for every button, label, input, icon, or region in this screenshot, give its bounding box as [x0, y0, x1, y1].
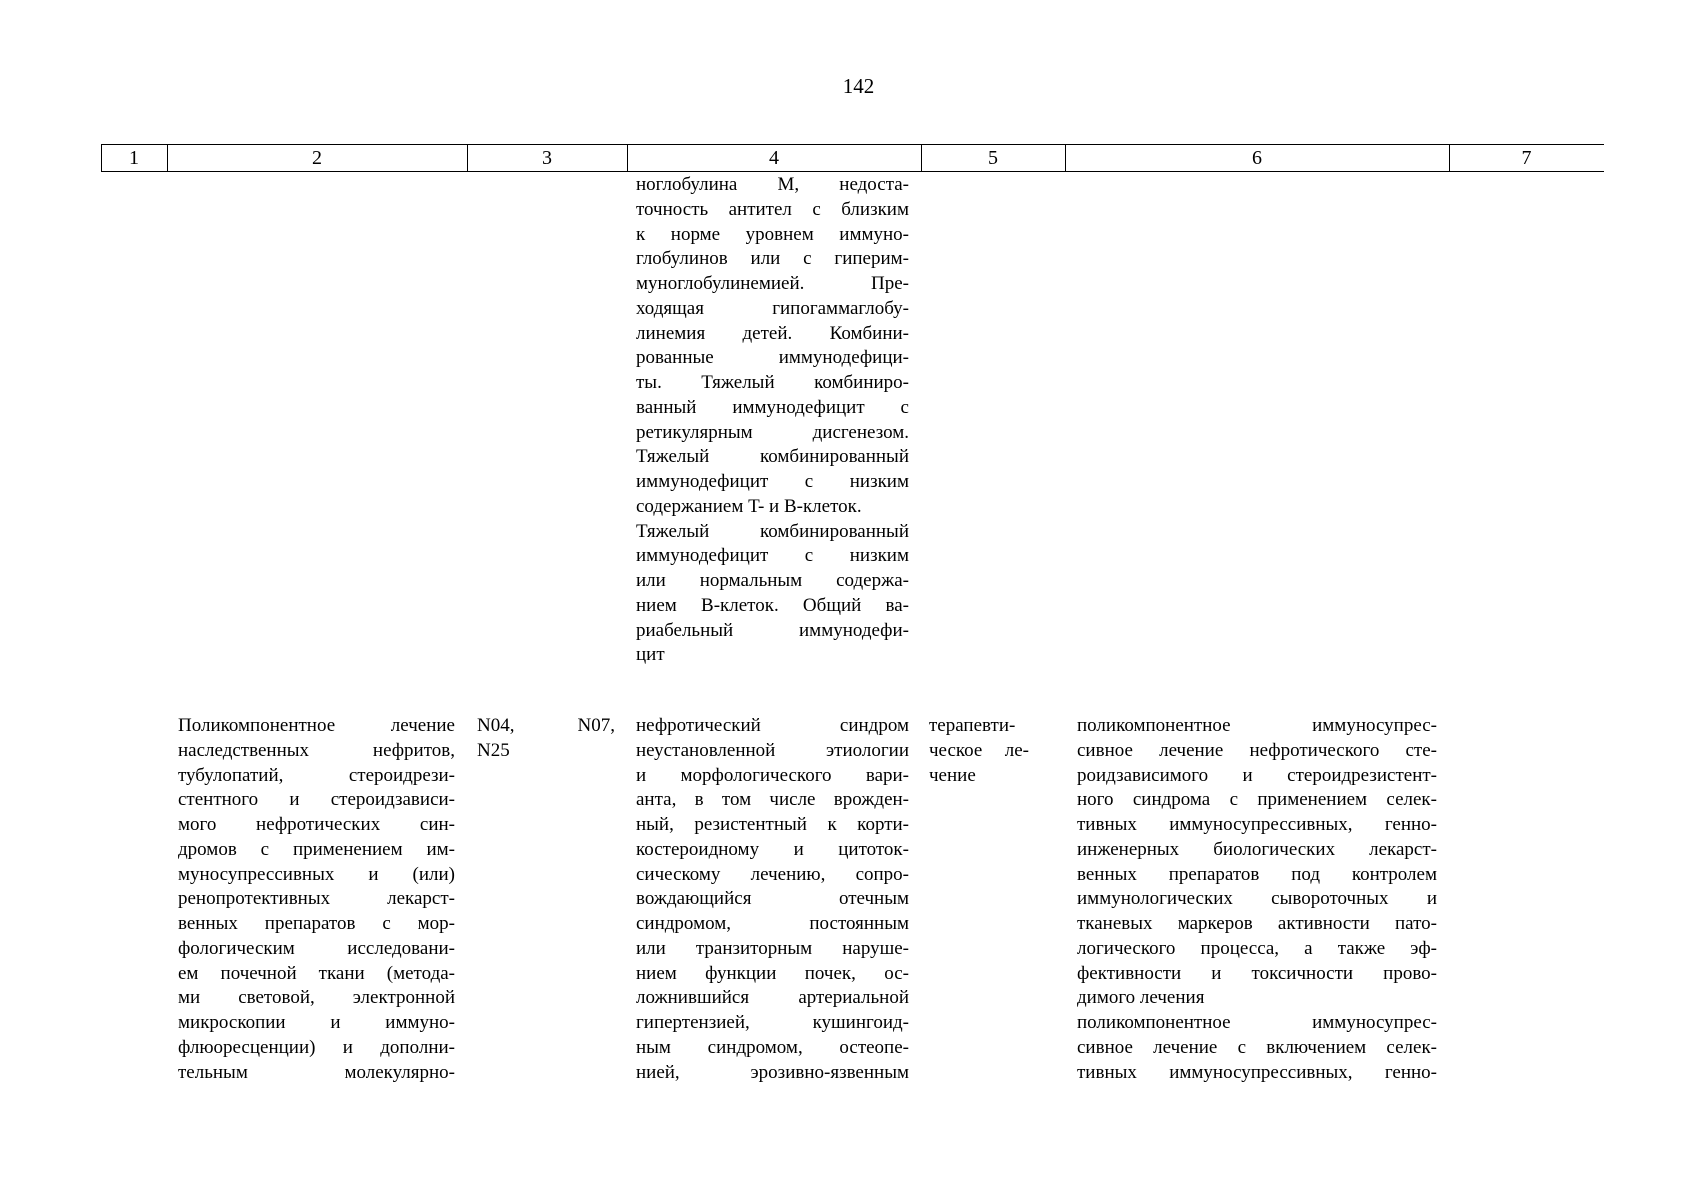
text-line: линемия детей. Комбини- — [636, 322, 909, 344]
row-col2-service-name — [178, 714, 455, 1085]
text-line: сивное лечение нефротического сте- — [1077, 739, 1437, 761]
text-line: тивных иммуносупрессивных, генно- — [1077, 1061, 1437, 1083]
text-line: мого нефротических син- — [178, 814, 455, 835]
text-line: димого лечения — [1077, 987, 1205, 1009]
text-line: дромов с применением им- — [178, 838, 455, 860]
text-line: фологическим исследовани- — [178, 937, 455, 959]
code-n07: N07, — [577, 715, 615, 736]
text-line: ходящая гипогаммаглобу- — [636, 297, 909, 319]
text-line: ложнившийся артериальной — [636, 987, 909, 1009]
text-line: тканевых маркеров активности пато- — [1077, 913, 1437, 934]
text-line: нефротический синдром — [636, 715, 909, 736]
text-line: ванный иммунодефицит с — [636, 396, 909, 418]
text-line: сическому лечению, сопро- — [636, 863, 909, 885]
text-line: тивных иммуносупрессивных, генно- — [1077, 814, 1437, 835]
text-line: муносупрессивных и (или) — [178, 863, 455, 885]
text-line: анта, в том числе врожден- — [636, 789, 909, 811]
text-line: ми световой, электронной — [178, 987, 455, 1009]
text-line: наследственных нефритов, — [178, 739, 455, 761]
text-line: иммунодефицит с низким — [636, 471, 909, 492]
text-line: поликомпонентное иммуносупрес- — [1077, 715, 1437, 736]
text-line: ем почечной ткани (метода- — [178, 962, 455, 984]
text-line: сивное лечение с включением селек- — [1077, 1036, 1437, 1058]
text-line: к норме уровнем иммуно- — [636, 223, 909, 245]
text-line: флюоресценции) и дополни- — [178, 1036, 455, 1058]
text-line: микроскопии и иммуно- — [178, 1012, 455, 1033]
text-line: терапевти- — [929, 715, 1016, 736]
text-line: синдромом, постоянным — [636, 913, 909, 934]
text-line: костероидному и цитоток- — [636, 838, 909, 860]
text-line: точность антител с близким — [636, 198, 909, 220]
text-line: роидзависимого и стероидрезистент- — [1077, 764, 1437, 786]
text-line: глобулинов или с гиперим- — [636, 248, 909, 270]
text-line: или нормальным содержа- — [636, 570, 909, 591]
code-n04: N04, — [477, 715, 515, 736]
code-n25: N25 — [477, 739, 510, 761]
row-col5-treatment-type — [929, 714, 1029, 788]
text-line: ный, резистентный к корти- — [636, 814, 909, 835]
text-line: нием B-клеток. Общий ва- — [636, 594, 909, 616]
text-line: ного синдрома с применением селек- — [1077, 789, 1437, 811]
text-line: венных препаратов под контролем — [1077, 863, 1437, 885]
text-line: ноглобулина M, недоста- — [636, 174, 909, 195]
text-line: нией, эрозивно-язвенным — [636, 1061, 909, 1083]
text-line: стентного и стероидзависи- — [178, 789, 455, 811]
header-col-2: 2 — [312, 147, 322, 169]
text-line: чение — [929, 764, 976, 786]
text-line: гипертензией, кушингоид- — [636, 1012, 909, 1033]
text-line: Тяжелый комбинированный — [636, 446, 909, 468]
text-line: фективности и токсичности прово- — [1077, 962, 1437, 984]
table-header-row — [101, 144, 1604, 172]
text-line: венных препаратов с мор- — [178, 913, 455, 934]
row-col6-treatment-method — [1077, 714, 1437, 1085]
text-line: ческое ле- — [929, 739, 1029, 761]
text-line: Тяжелый комбинированный — [636, 520, 909, 542]
row-col3-codes — [477, 714, 615, 764]
text-line: ным синдромом, остеопе- — [636, 1036, 909, 1058]
text-line: инженерных биологических лекарст- — [1077, 838, 1437, 860]
text-line: ретикулярным дисгенезом. — [636, 421, 909, 443]
text-line: Поликомпонентное лечение — [178, 715, 455, 736]
text-line: рованные иммунодефици- — [636, 347, 909, 369]
text-line: риабельный иммунодефи- — [636, 619, 909, 641]
text-line: и морфологического вари- — [636, 764, 909, 786]
text-line: нием функции почек, ос- — [636, 962, 909, 984]
text-line: содержанием T- и B-клеток. — [636, 495, 862, 517]
text-line: тубулопатий, стероидрези- — [178, 764, 455, 786]
header-col-3: 3 — [542, 147, 552, 169]
page-number: 142 — [842, 74, 875, 98]
header-col-7: 7 — [1521, 147, 1532, 169]
header-col-5: 5 — [988, 147, 998, 169]
text-line: ренопротективных лекарст- — [178, 888, 455, 910]
text-line: неустановленной этиологии — [636, 739, 909, 761]
header-col-6: 6 — [1252, 147, 1262, 169]
text-line: тельным молекулярно- — [178, 1061, 455, 1083]
continuation-col4-text — [636, 173, 909, 668]
text-line: муноглобулинемией. Пре- — [636, 273, 909, 294]
text-line: логического процесса, а также эф- — [1077, 937, 1437, 959]
text-line: поликомпонентное иммуносупрес- — [1077, 1012, 1437, 1033]
text-line: иммунологических сывороточных и — [1077, 888, 1437, 910]
text-line: ты. Тяжелый комбиниро- — [636, 372, 909, 393]
text-line: или транзиторным наруше- — [636, 937, 909, 959]
row-col4-diagnosis — [636, 714, 909, 1085]
header-col-4: 4 — [769, 147, 779, 169]
header-col-1: 1 — [129, 147, 139, 169]
text-line: вождающийся отечным — [636, 888, 909, 910]
text-line: цит — [636, 644, 665, 666]
text-line: иммунодефицит с низким — [636, 545, 909, 567]
